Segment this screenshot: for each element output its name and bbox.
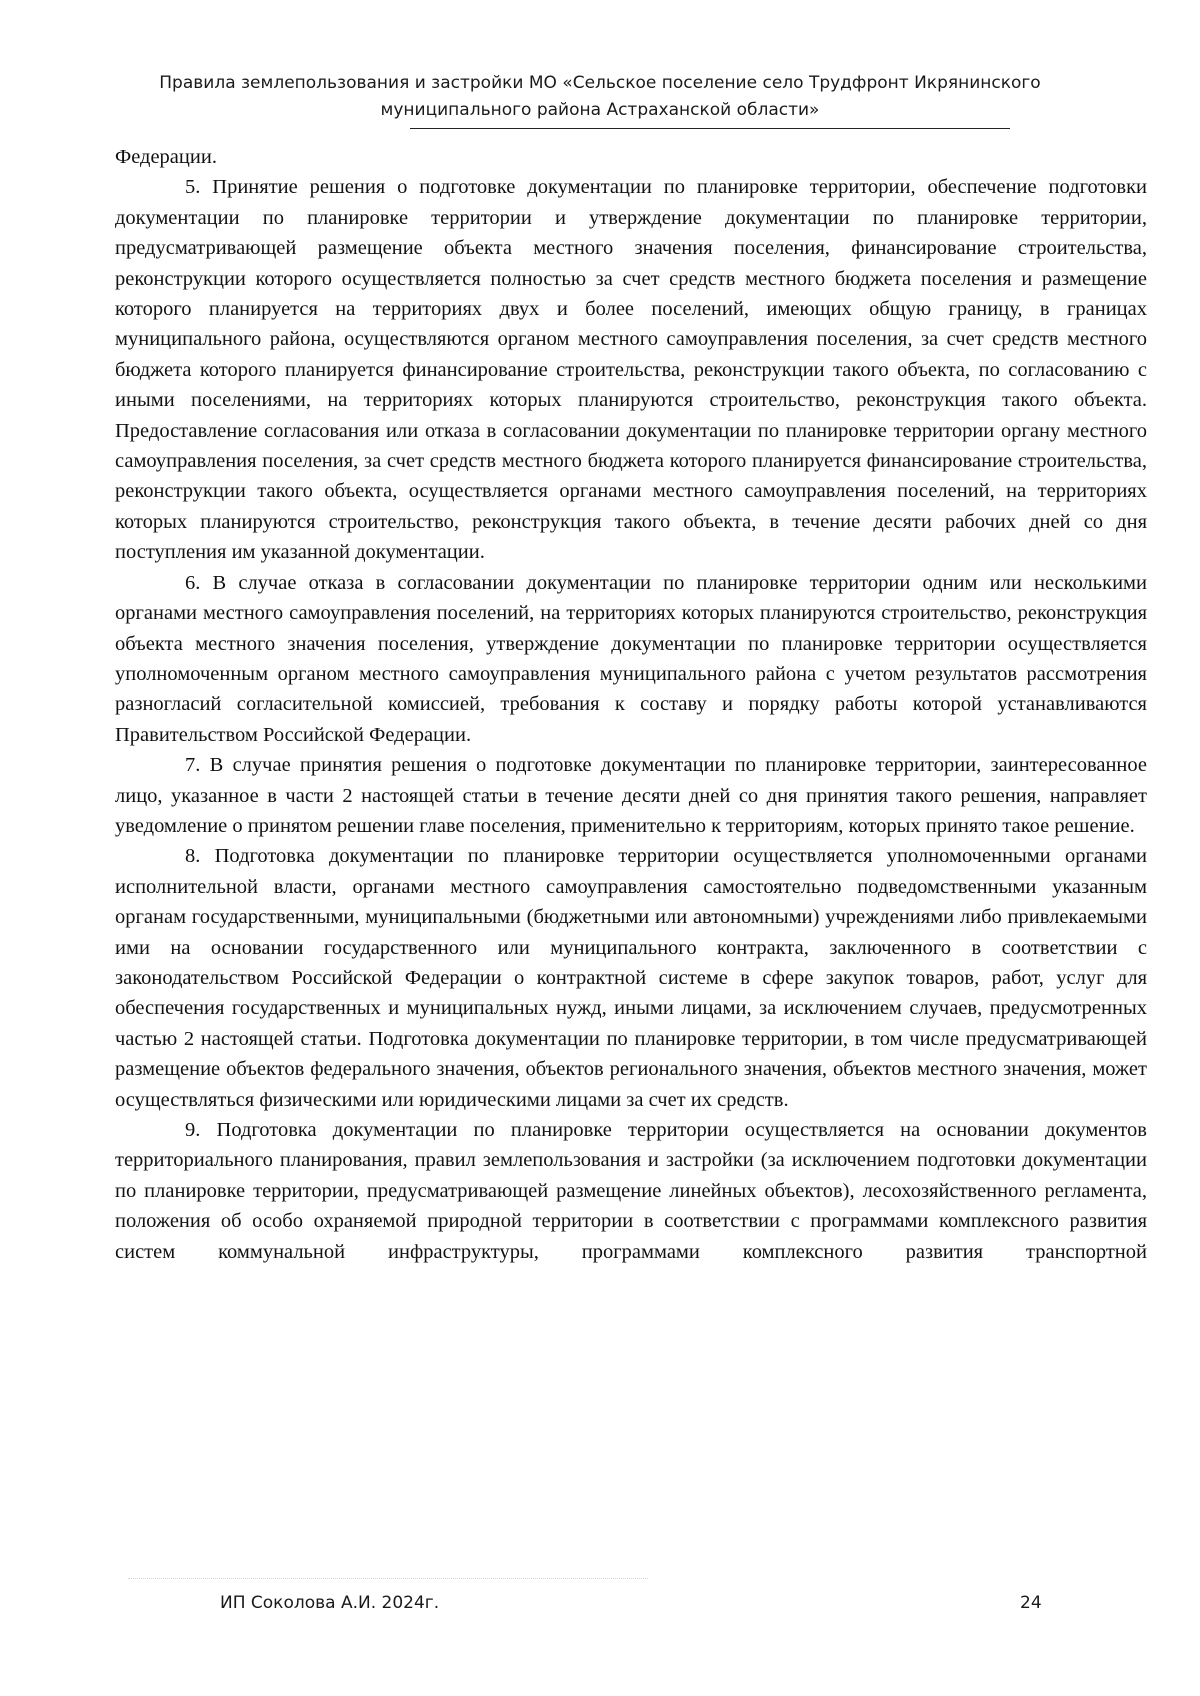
paragraph-8: 8. Подготовка документации по планировке территории осуществляется уполномоченными органами исполнительной власти, органами местного самоуправления самостоятельно подведомственными указанным органам государственными, муниципальными (бюджетными или автономными) учреждениями либо привлекаемыми ими на основании государственного или муниципального контракта, заключенного в соответствии с законодательством Российской Федерации о контрактной системе в сфере закупок товаров, работ, услуг для обеспечения государственных и муниципальных нужд, иными лицами, за исключением случаев, предусмотренных частью 2 настоящей статьи. Подготовка документации по планировке территории, в том числе предусматривающей размещение объектов федерального значения, объектов регионального значения, объектов местного значения, может осуществляться физическими или юридическими лицами за счет их средств. [115,845,1147,1111]
paragraph-9: 9. Подготовка документации по планировке территории осуществляется на основании документов территориального планирования, правил землепользования и застройки (за исключением подготовки документации по планировке территории, предусматривающей размещение линейных объектов), лесохозяйственного регламента, положения об особо охраняемой природной территории в соответствии с программами комплексного развития систем коммунальной инфраструктуры, программами комплексного развития транспортной [115,1119,1147,1263]
footer-divider [128,1578,648,1579]
paragraph-7: 7. В случае принятия решения о подготовке документации по планировке территории, заинтересованное лицо, указанное в части 2 настоящей статьи в течение десяти дней со дня принятия такого решения, направляет уведомление о принятом решении главе поселения, применительно к территориям, которых принято такое решение. [115,754,1147,837]
footer-author: ИП Соколова А.И. 2024г. [220,1593,440,1613]
document-body [115,142,1147,1267]
header-line-1: Правила землепользования и застройки МО «Сельское поселение село Трудфронт Икрянинского [159,73,1041,93]
paragraph-continuation: Федерации. [115,146,217,168]
paragraph-5: 5. Принятие решения о подготовке документации по планировке территории, обеспечение подготовки документации по планировке территории и утверждение документации по планировке территории, предусматривающей размещение объекта местного значения поселения, финансирование строительства, реконструкции которого осуществляется полностью за счет средств местного бюджета поселения и размещение которого планируется на территориях двух и более поселений, имеющих общую границу, в границах муниципального района, осуществляются органом местного самоуправления поселения, за счет средств местного бюджета которого планируется финансирование строительства, реконструкции такого объекта, по согласованию с иными поселениями, на территориях которых планируются строительство, реконструкция такого объекта. Предоставление согласования или отказа в согласовании документации по планировке территории органу местного самоуправления поселения, за счет средств местного бюджета которого планируется финансирование строительства, реконструкции такого объекта, осуществляется органами местного самоуправления поселений, на территориях которых планируются строительство, реконструкция такого объекта, в течение десяти рабочих дней со дня поступления им указанной документации. [115,176,1147,564]
paragraph-6: 6. В случае отказа в согласовании документации по планировке территории одним или несколькими органами местного самоуправления поселений, на территориях которых планируются строительство, реконструкция объекта местного значения поселения, утверждение документации по планировке территории осуществляется уполномоченным органом местного самоуправления муниципального района с учетом результатов рассмотрения разногласий согласительной комиссией, требования к составу и порядку работы которой устанавливаются Правительством Российской Федерации. [115,571,1147,746]
header-line-2: муниципального района Астраханской области» [380,100,820,120]
header-divider [410,128,1010,129]
running-header [150,70,1050,124]
page-number: 24 [1020,1593,1042,1613]
